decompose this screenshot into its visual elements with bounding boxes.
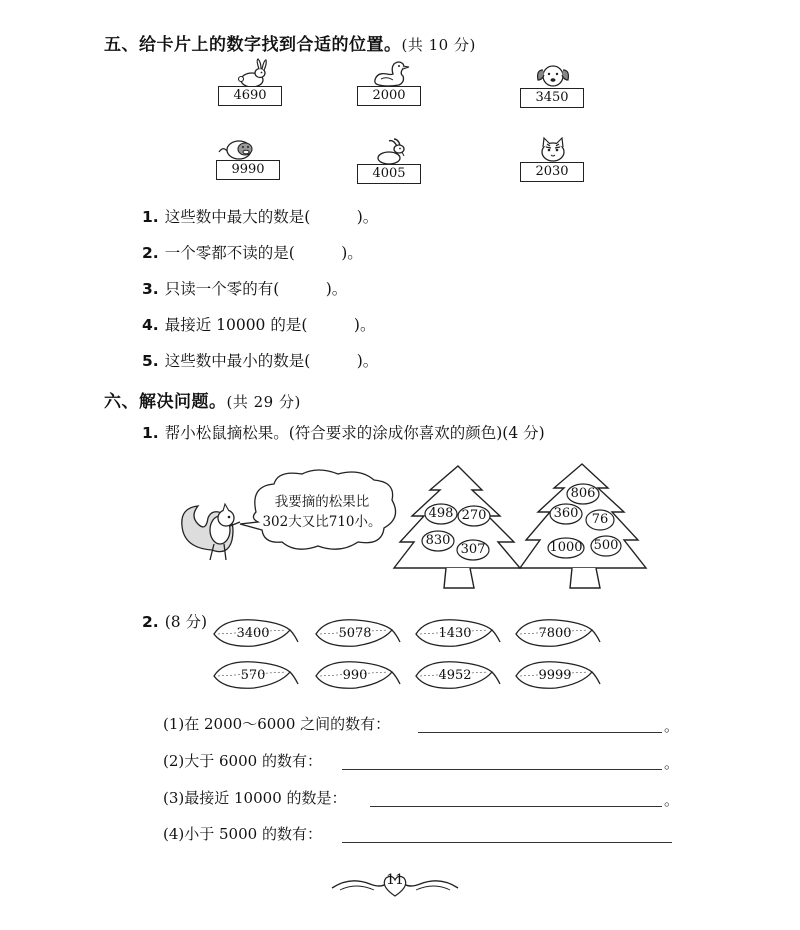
rabbit-icon [230,58,272,88]
duck-icon [369,58,411,88]
card-number: 9990 [216,160,280,180]
leaf-number: 4952 [438,668,472,683]
answer-line-2[interactable] [342,769,662,770]
pinecone-illustration [178,460,658,592]
leaf-number: 5078 [338,626,372,641]
question-6-1: 1. 帮小松鼠摘松果。(符合要求的涂成你喜欢的颜色)(4 分) [142,424,545,442]
card-number: 2000 [357,86,421,106]
goat-icon [369,136,411,166]
answer-prompt-2: (2)大于 6000 的数有： [163,752,322,770]
answer-line-3[interactable] [370,806,662,807]
leaf-number: 9999 [538,668,572,683]
question-5-5: 5. 这些数中最小的数是( )。 [142,352,379,370]
pine-tree-2-icon [520,464,646,588]
question-5-2: 2. 一个零都不读的是( )。 [142,244,363,262]
pinecone-number[interactable]: 830 [425,533,451,548]
answer-prompt-3: (3)最接近 10000 的数是： [163,789,347,807]
cat-icon [532,134,574,164]
pig-icon [210,132,262,162]
answer-end-1: 。 [664,717,680,735]
number-card [218,66,284,106]
card-number: 4005 [357,164,421,184]
card-number: 3450 [520,88,584,108]
pinecone-number[interactable]: 76 [591,512,609,527]
section6-title: 六、解决问题。(共 29 分) [104,392,301,412]
answer-prompt-1: (1)在 2000～6000 之间的数有： [163,715,391,733]
answer-prompt-4: (4)小于 5000 的数有： [163,825,322,843]
section5-title: 五、给卡片上的数字找到合适的位置。(共 10 分) [104,35,476,55]
answer-line-1[interactable] [418,732,662,733]
leaf-number: 3400 [236,626,270,641]
number-card [357,144,423,184]
answer-line-4[interactable] [342,842,672,843]
number-card [357,66,423,106]
number-card [216,140,282,180]
squirrel-icon [182,504,240,560]
card-number: 4690 [218,86,282,106]
answer-end-2: 。 [664,754,680,772]
question-5-3: 3. 只读一个零的有( )。 [142,280,348,298]
pinecone-number[interactable]: 270 [461,508,487,523]
question-5-1: 1. 这些数中最大的数是( )。 [142,208,379,226]
leaf-number: 1430 [438,626,472,641]
leaf-number: 7800 [538,626,572,641]
pinecone-number[interactable]: 360 [553,506,579,521]
pine-tree-1-icon [394,466,520,588]
pinecone-number[interactable]: 307 [460,542,486,557]
number-card [520,68,586,108]
pinecone-number[interactable]: 498 [428,506,454,521]
pinecone-number[interactable]: 500 [593,538,619,553]
dog-icon [532,60,574,90]
pinecone-number[interactable]: 1000 [549,540,583,555]
question-6-2: 2. (8 分) [142,613,208,631]
question-5-4: 4. 最接近 10000 的是( )。 [142,316,376,334]
leaf-number: 990 [342,668,368,683]
bubble-line-2: 302大又比710小。 [262,514,382,530]
page-number: 11 [386,872,404,888]
number-card [520,142,586,182]
pinecone-number[interactable]: 806 [570,486,596,501]
answer-end-3: 。 [664,791,680,809]
bubble-line-1: 我要摘的松果比 [274,494,370,510]
leaf-number: 570 [240,668,266,683]
card-number: 2030 [520,162,584,182]
